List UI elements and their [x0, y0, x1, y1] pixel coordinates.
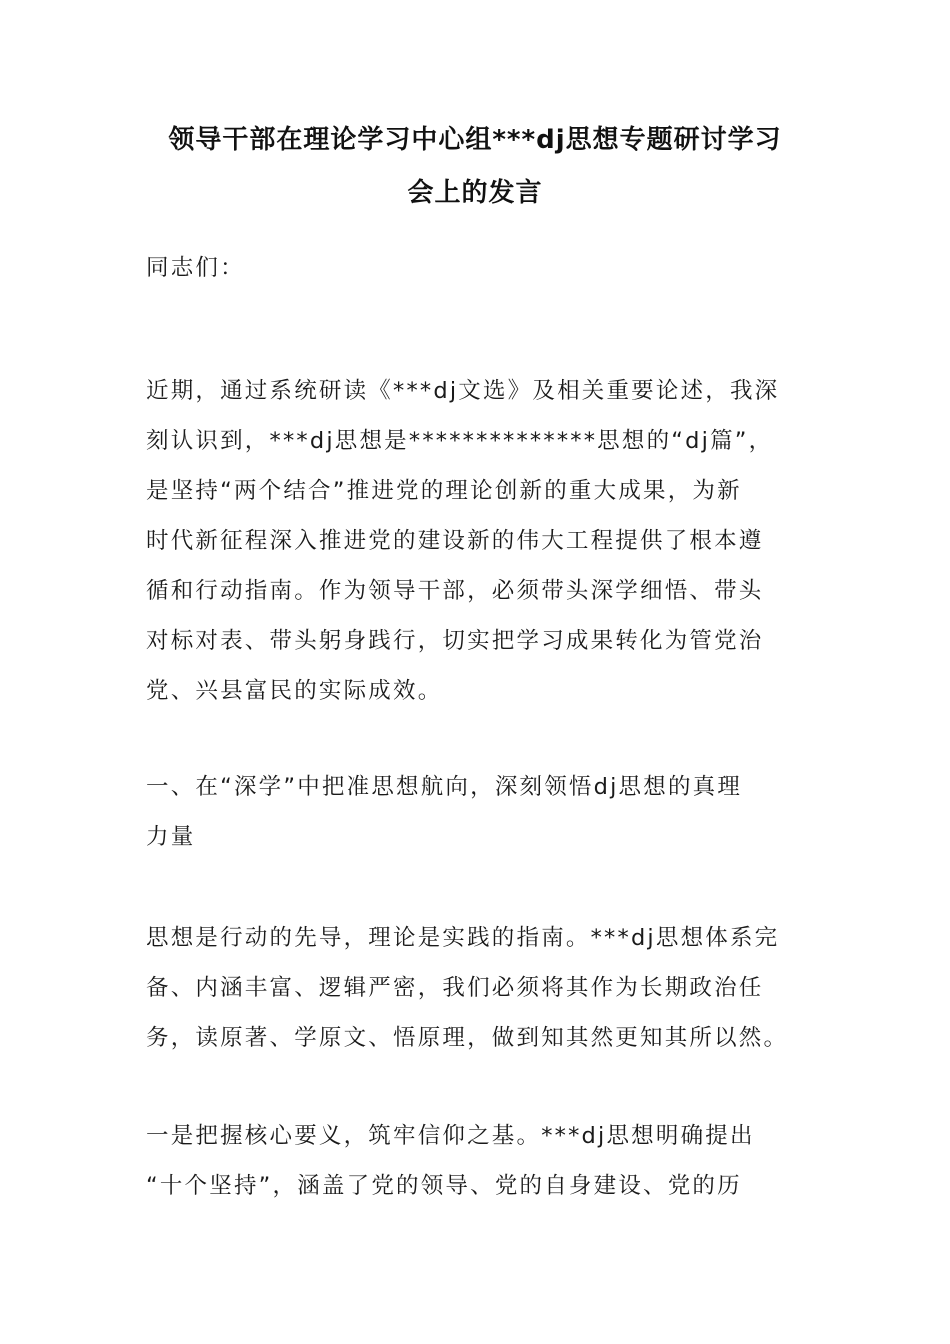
- document-title: [140, 114, 810, 220]
- section-1-paragraph: [146, 913, 810, 1063]
- text-line: 是坚持“两个结合”推进党的理论创新的重大成果，为新: [146, 478, 742, 504]
- text-line: 务，读原著、学原文、悟原理，做到知其然更知其所以然。: [146, 1025, 789, 1051]
- text-line: 备、内涵丰富、逻辑严密，我们必须将其作为长期政治任: [146, 975, 764, 1001]
- text-line: 时代新征程深入推进党的建设新的伟大工程提供了根本遵: [146, 528, 764, 554]
- point-1-paragraph: [146, 1111, 810, 1211]
- text-line: 思想是行动的先导，理论是实践的指南。***dj思想体系完: [146, 925, 780, 951]
- heading-line: 力量: [146, 824, 196, 850]
- text-line: 刻认识到，***dj思想是**************思想的“dj篇”，: [146, 428, 774, 454]
- text-line: “十个坚持”，涵盖了党的领导、党的自身建设、党的历: [146, 1173, 742, 1199]
- heading-line: 一、在“深学”中把准思想航向，深刻领悟dj思想的真理: [146, 774, 743, 800]
- text-line: 一是把握核心要义，筑牢信仰之基。***dj思想明确提出: [146, 1123, 755, 1149]
- title-line: 会上的发言: [407, 178, 543, 208]
- text-line: 党、兴县富民的实际成效。: [146, 678, 443, 704]
- salutation-text: 同志们：: [146, 255, 245, 281]
- salutation: [146, 243, 810, 293]
- text-line: 近期，通过系统研读《***dj文选》及相关重要论述，我深: [146, 378, 780, 404]
- section-heading-1: [146, 762, 810, 862]
- intro-paragraph: [146, 366, 810, 716]
- text-line: 对标对表、带头躬身践行，切实把学习成果转化为管党治: [146, 628, 764, 654]
- text-line: 循和行动指南。作为领导干部，必须带头深学细悟、带头: [146, 578, 764, 604]
- title-line: 领导干部在理论学习中心组***dj思想专题研讨学习: [168, 125, 782, 155]
